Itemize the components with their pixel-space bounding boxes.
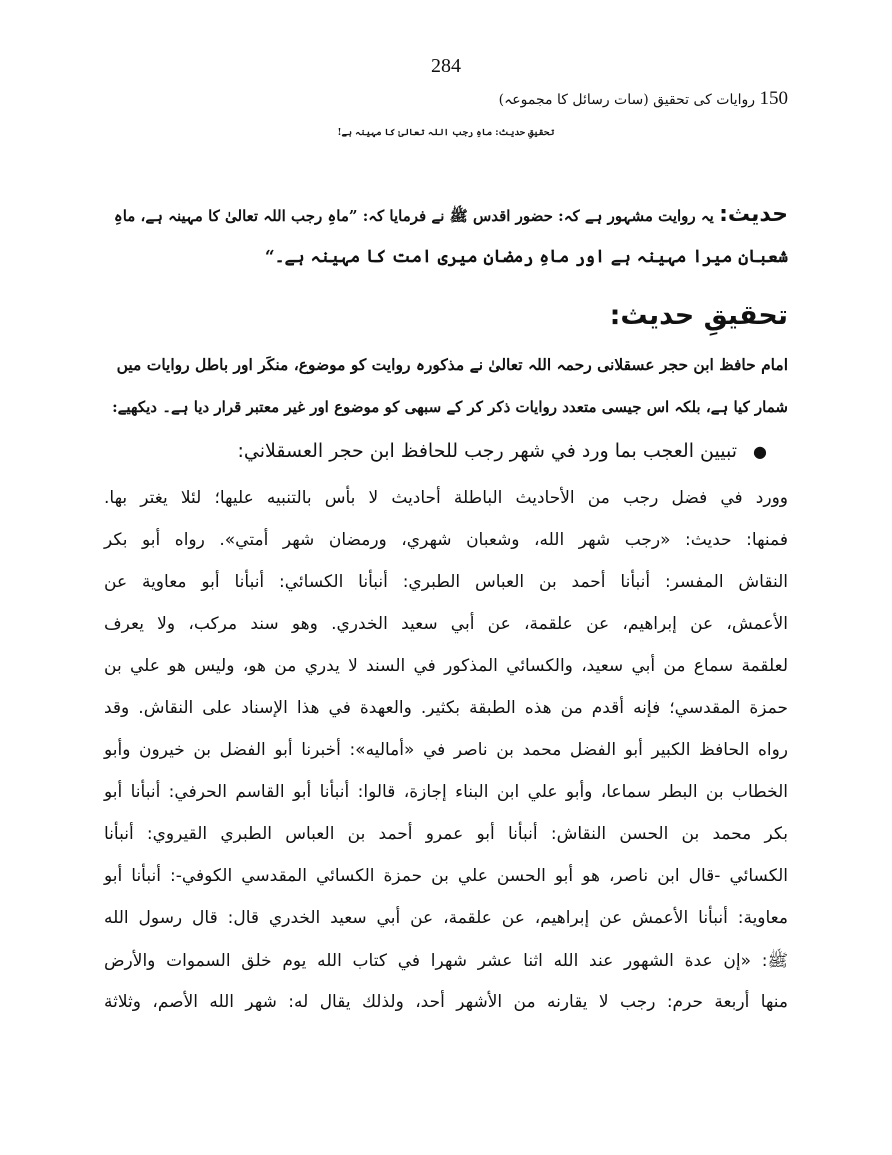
arabic-line: ﷺ: «إن عدة الشهور عند الله اثنا عشر شهرا في كتاب الله يوم خلق السموات والأرض [104,951,788,971]
arabic-line: معاوية: أنبأنا الأعمش عن إبراهيم، عن علقمة، عن أبي سعيد الخدري قال: قال رسول الله [104,908,788,928]
arabic-line: الكسائي -قال ابن ناصر، هو أبو الحسن علي بن حمزة الكسائي المقدسي الكوفي-: أنبأنا أبو [104,866,788,886]
arabic-line: النقاش المفسر: أنبأنا أحمد بن العباس الطبري: أنبأنا الكسائي: أنبأنا أبو معاوية عن [104,572,788,592]
running-header-title: روایات کی تحقیق (سات رسائل کا مجموعہ) [498,92,756,108]
hadith-line-2: شعبان میرا مہینہ ہے اور ماہِ رمضان میری امت کا مہینہ ہے۔“ [264,247,788,267]
arabic-line: الخطاب بن البطر سماعا، وأبو علي ابن البناء إجازة، قالوا: أنبأنا أبو القاسم الحرفي: أنبأنا أبو [104,782,788,802]
hadith-line-1 [114,202,788,229]
hadith-label: حدیث: [719,202,788,227]
bullet-item [238,440,767,462]
running-header [499,88,788,110]
arabic-line: لعلقمة سماع من أبي سعيد، والكسائي المذكور في السند لا يدري من هو، وليس هو علي بن [104,656,788,676]
section-heading: تحقیقِ حدیث: [609,300,788,331]
arabic-line: فمنها: حديث: «رجب شهر الله، وشعبان شهري، ورمضان شهر أمتي». رواه أبو بكر [104,530,788,550]
urdu-paragraph-line-1: امام حافظ ابن حجر عسقلانی رحمہ اللہ تعالیٰ نے مذکورہ روایت کو موضوع، منکَر اور باطل روایات میں [116,355,788,374]
arabic-line: منها أربعة حرم: رجب لا يقارنه من الأشهر أحد، ولذلك يقال له: شهر الله الأصم، وثلاثة [104,992,788,1012]
urdu-paragraph-line-2: شمار کیا ہے، بلکہ اس جیسی متعدد روایات ذکر کر کے سبھی کو موضوع اور غیر معتبر قرار دیا ہے۔ دیکھیے: [112,398,788,416]
arabic-line: حمزة المقدسي؛ فإنه أقدم من هذه الطبقة بكثير. والعهدة في هذا الإسناد على النقاش. وقد [104,698,788,718]
main-heading: تحقیقِ حدیث: ماہِ رجب اللہ تعالیٰ کا مہینہ ہے! [337,128,555,138]
running-header-number: 150 [759,88,788,109]
bullet-text: تبيين العجب بما ورد في شهر رجب للحافظ ابن حجر العسقلاني: [237,440,737,462]
arabic-line: رواه الحافظ الكبير أبو الفضل محمد بن ناصر في «أماليه»: أخبرنا أبو الفضل بن خيرون وأبو [104,740,788,760]
arabic-line: بكر محمد بن الحسن النقاش: أنبأنا أبو عمرو أحمد بن العباس الطبري القيروي: أنبأنا [104,824,788,844]
arabic-line: الأعمش، عن إبراهيم، عن علقمة، عن أبي سعيد الخدري. وهو سند مركب، ولا يعرف [104,614,788,634]
hadith-text-1: یہ روایت مشہور ہے کہ: حضور اقدس ﷺ نے فرمایا کہ: ”ماہِ رجب اللہ تعالیٰ کا مہینہ ہے، ماہِ [113,207,714,225]
page-number: 284 [431,55,461,77]
arabic-line: وورد في فضل رجب من الأحاديث الباطلة أحاديث لا بأس بالتنبيه عليها؛ لئلا يغتر بها. [104,488,788,508]
bullet-icon: ● [753,442,767,461]
